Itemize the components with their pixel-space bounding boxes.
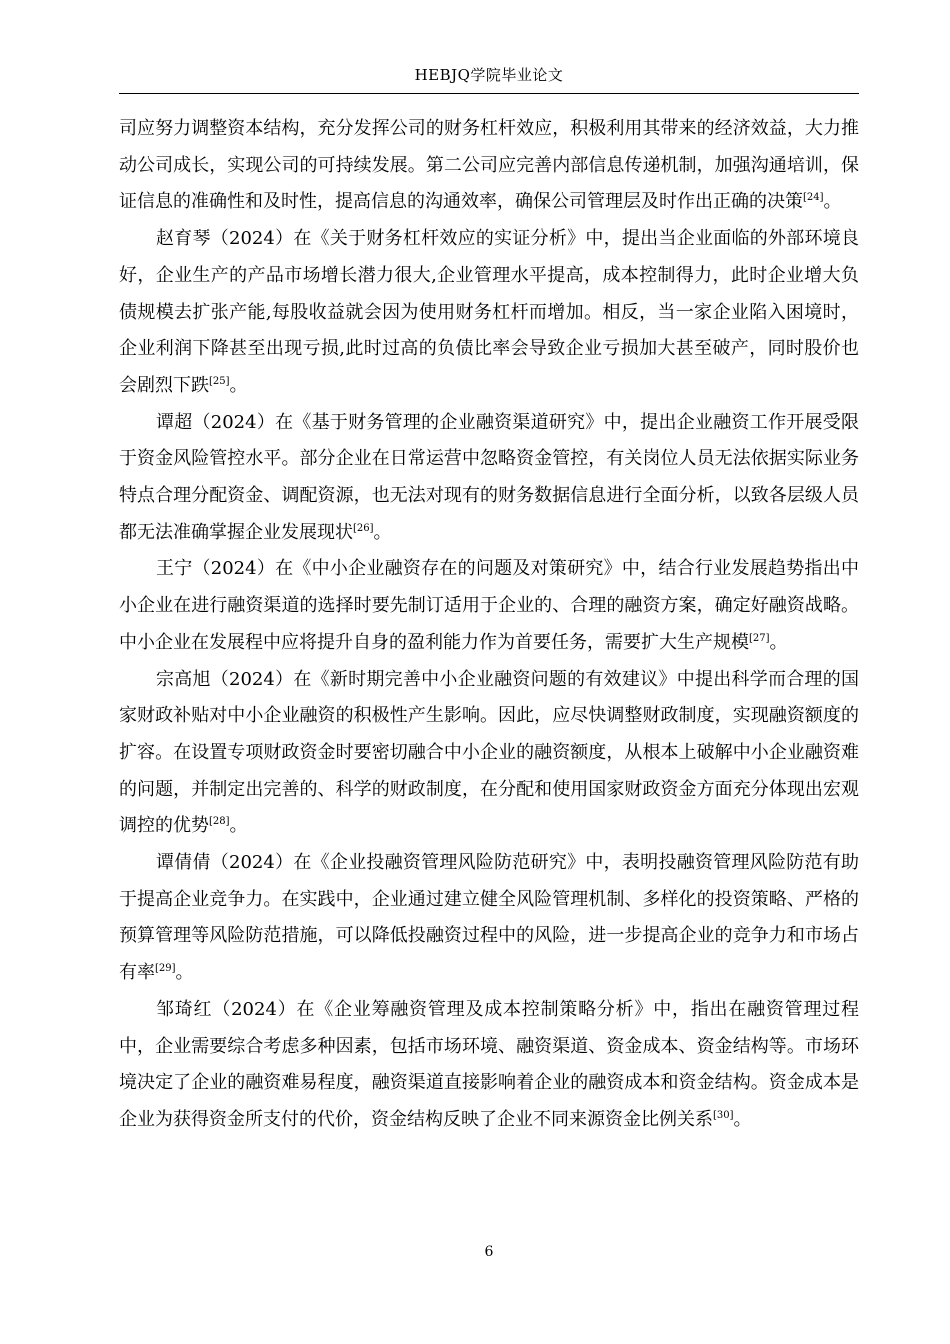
page-number: 6 xyxy=(484,1244,494,1260)
paragraph-zhao-yuqin xyxy=(119,221,859,405)
paragraph-end: 。 xyxy=(823,191,842,213)
paragraph-text: 谭倩倩（2024）在《企业投融资管理风险防范研究》中，表明投融资管理风险防范有助于提高企业竞争力。在实践中，企业通过建立健全风险管理机制、多样化的投资策略、严格的预算管理等风险防范措施，可以降低投融资过程中的风险，进一步提高企业的竞争力和市场占有率 xyxy=(119,852,859,984)
paragraph-text: 司应努力调整资本结构，充分发挥公司的财务杠杆效应，积极利用其带来的经济效益，大力推动公司成长，实现公司的可持续发展。第二公司应完善内部信息传递机制，加强沟通培训，保证信息的准确性和及时性，提高信息的沟通效率，确保公司管理层及时作出正确的决策 xyxy=(119,118,859,213)
paragraph-continuation xyxy=(119,111,859,221)
citation-marker: [24] xyxy=(803,192,824,204)
header-divider xyxy=(119,93,859,94)
paragraph-zong-gaoxu xyxy=(119,662,859,846)
paragraph-end: 。 xyxy=(769,631,788,653)
paragraph-text: 谭超（2024）在《基于财务管理的企业融资渠道研究》中，提出企业融资工作开展受限于资金风险管控水平。部分企业在日常运营中忽略资金管控，有关岗位人员无法依据实际业务特点合理分配资金、调配资源，也无法对现有的财务数据信息进行全面分析，以致各层级人员都无法准确掌握企业发展现状 xyxy=(119,411,859,543)
paragraph-end: 。 xyxy=(373,521,392,543)
citation-marker: [28] xyxy=(209,816,230,828)
document-body xyxy=(119,111,859,1139)
citation-marker: [29] xyxy=(155,963,176,975)
paragraph-end: 。 xyxy=(733,1108,752,1130)
paragraph-wang-ning xyxy=(119,551,859,661)
citation-marker: [27] xyxy=(749,632,770,644)
paragraph-end: 。 xyxy=(175,962,194,984)
citation-marker: [25] xyxy=(209,375,230,387)
paragraph-text: 邹琦红（2024）在《企业筹融资管理及成本控制策略分析》中，指出在融资管理过程中，企业需要综合考虑多种因素，包括市场环境、融资渠道、资金成本、资金结构等。市场环境决定了企业的融资难易程度，融资渠道直接影响着企业的融资成本和资金结构。资金成本是企业为获得资金所支付的代价，资金结构反映了企业不同来源资金比例关系 xyxy=(119,998,859,1130)
paragraph-tan-chao xyxy=(119,405,859,552)
paragraph-zou-qihong xyxy=(119,992,859,1139)
page-header: HEBJQ学院毕业论文 xyxy=(414,66,564,84)
paragraph-text: 王宁（2024）在《中小企业融资存在的问题及对策研究》中，结合行业发展趋势指出中小企业在进行融资渠道的选择时要先制订适用于企业的、合理的融资方案，确定好融资战略。中小企业在发展程中应将提升自身的盈利能力作为首要任务，需要扩大生产规模 xyxy=(119,558,859,653)
paragraph-end: 。 xyxy=(229,374,248,396)
paragraph-end: 。 xyxy=(229,815,248,837)
paragraph-text: 赵育琴（2024）在《关于财务杠杆效应的实证分析》中，提出当企业面临的外部环境良好，企业生产的产品市场增长潜力很大,企业管理水平提高，成本控制得力，此时企业增大负债规模去扩张产能,每股收益就会因为使用财务杠杆而增加。相反，当一家企业陷入困境时，企业利润下降甚至出现亏损,此时过高的负债比率会导致企业亏损加大甚至破产，同时股价也会剧烈下跌 xyxy=(119,228,859,396)
citation-marker: [26] xyxy=(353,522,374,534)
paragraph-tan-qianqian xyxy=(119,845,859,992)
citation-marker: [30] xyxy=(713,1109,734,1121)
paragraph-text: 宗高旭（2024）在《新时期完善中小企业融资问题的有效建议》中提出科学而合理的国家财政补贴对中小企业融资的积极性产生影响。因此，应尽快调整财政制度，实现融资额度的扩容。在设置专项财政资金时要密切融合中小企业的融资额度，从根本上破解中小企业融资难的问题，并制定出完善的、科学的财政制度，在分配和使用国家财政资金方面充分体现出宏观调控的优势 xyxy=(119,668,859,837)
